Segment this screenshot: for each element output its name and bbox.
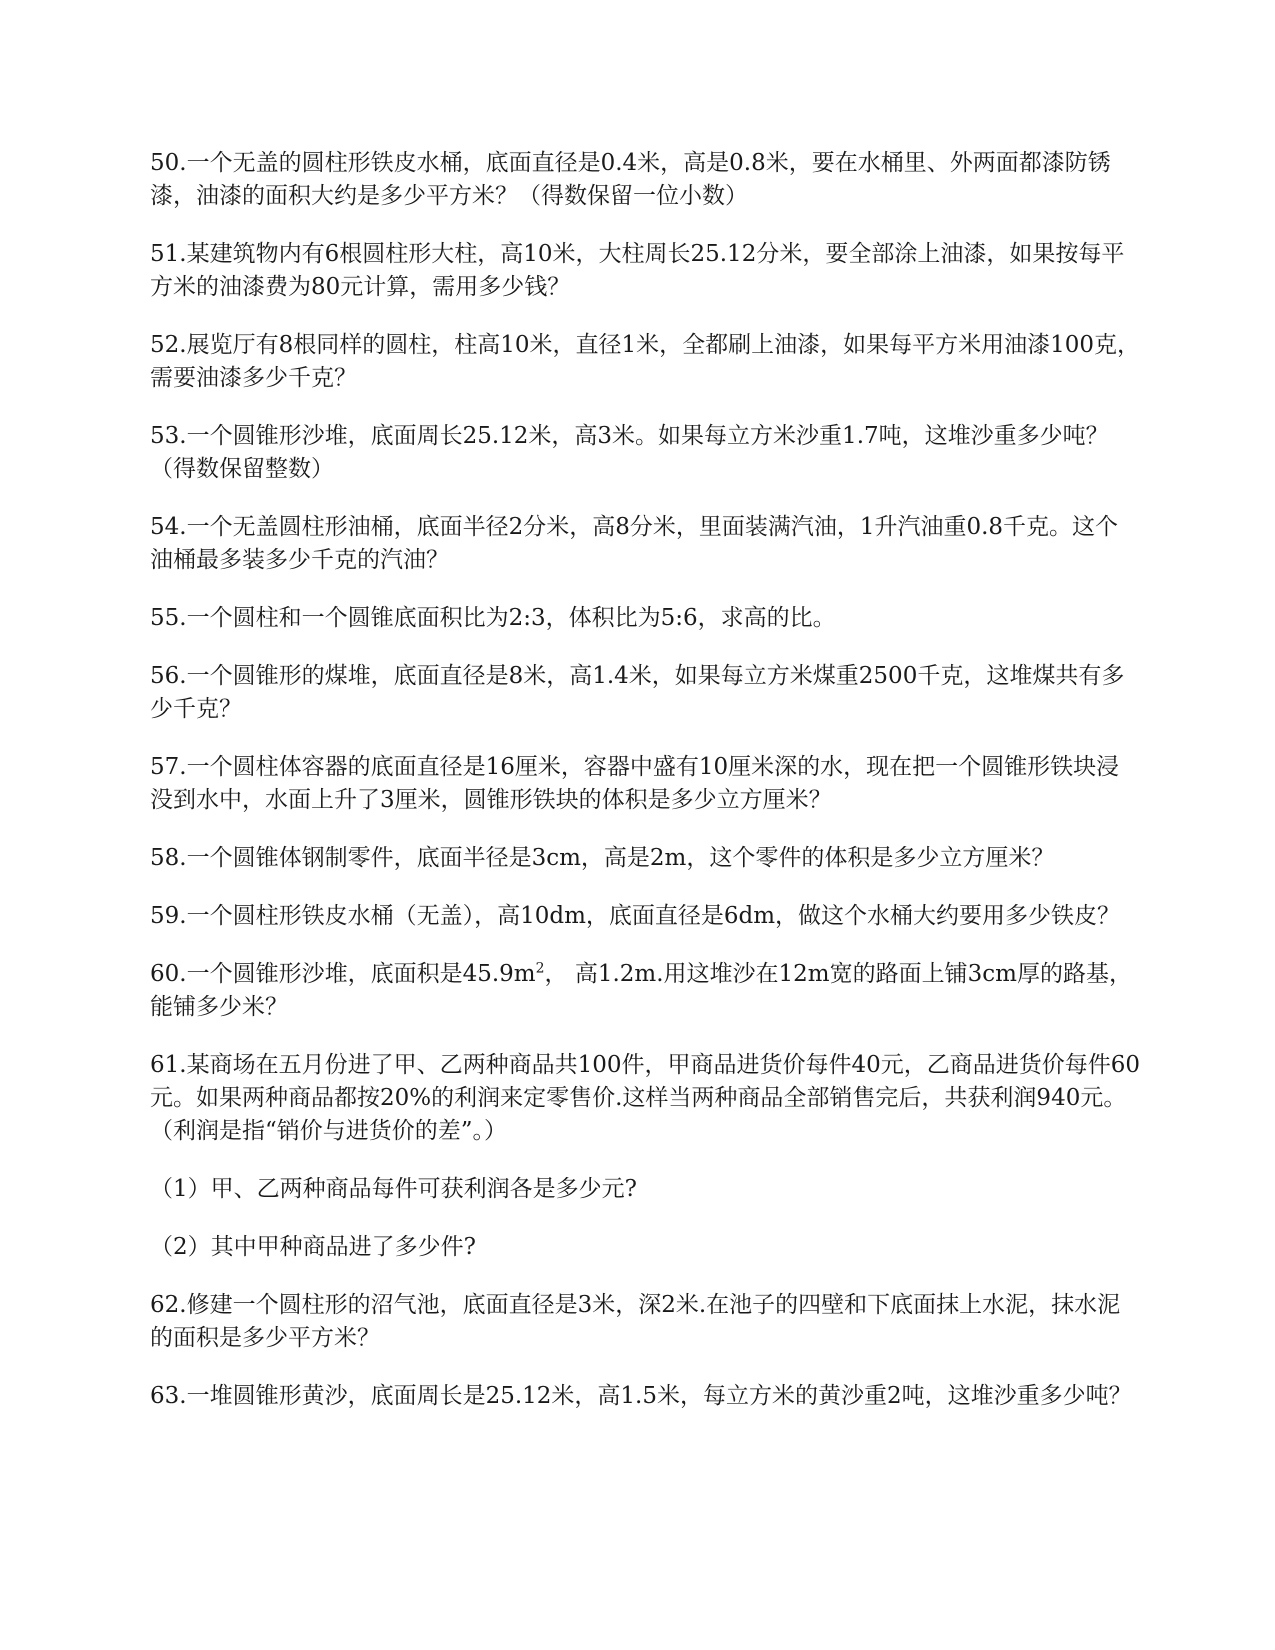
- problem-60: [150, 958, 1140, 1024]
- problem-58: 58.一个圆锥体钢制零件，底面半径是3cm，高是2m，这个零件的体积是多少立方厘米？: [150, 845, 1055, 871]
- problem-57: 57.一个圆柱体容器的底面直径是16厘米，容器中盛有10厘米深的水，现在把一个圆锥形铁块浸没到水中，水面上升了3厘米，圆锥形铁块的体积是多少立方厘米？: [150, 754, 1120, 813]
- problem-50: 50.一个无盖的圆柱形铁皮水桶，底面直径是0.4米，高是0.8米，要在水桶里、外两面都漆防锈漆，油漆的面积大约是多少平方米？（得数保留一位小数）: [150, 150, 1111, 209]
- problem-56: 56.一个圆锥形的煤堆，底面直径是8米，高1.4米，如果每立方米煤重2500千克，这堆煤共有多少千克？: [150, 663, 1125, 722]
- problem-60-text-after: ， 高1.2m.用这堆沙在12m宽的路面上铺3cm厚的路基，能铺多少米？: [150, 961, 1132, 1020]
- problem-59: 59.一个圆柱形铁皮水桶（无盖），高10dm，底面直径是6dm，做这个水桶大约要用多少铁皮？: [150, 903, 1121, 929]
- problem-55: 55.一个圆柱和一个圆锥底面积比为2:3，体积比为5:6，求高的比。: [150, 605, 836, 631]
- problem-62: 62.修建一个圆柱形的沼气池，底面直径是3米，深2米.在池子的四壁和下底面抹上水泥，抹水泥的面积是多少平方米？: [150, 1292, 1121, 1351]
- problem-61-subquestion-2: （2）其中甲种商品进了多少件?: [150, 1234, 476, 1260]
- problem-52: 52.展览厅有8根同样的圆柱，柱高10米，直径1米，全都刷上油漆，如果每平方米用油漆100克，需要油漆多少千克？: [150, 332, 1141, 391]
- problem-51: 51.某建筑物内有6根圆柱形大柱，高10米，大柱周长25.12分米，要全部涂上油漆，如果按每平方米的油漆费为80元计算，需用多少钱？: [150, 241, 1125, 300]
- problem-53: 53.一个圆锥形沙堆，底面周长25.12米，高3米。如果每立方米沙重1.7吨，这堆沙重多少吨？（得数保留整数）: [150, 423, 1109, 482]
- problem-60-superscript: 2: [535, 960, 545, 977]
- problem-61-subquestion-1: （1）甲、乙两种商品每件可获利润各是多少元?: [150, 1176, 637, 1202]
- problem-61: 61.某商场在五月份进了甲、乙两种商品共100件，甲商品进货价每件40元，乙商品进货价每件60元。如果两种商品都按20%的利润来定零售价.这样当两种商品全部销售完后，共获利润940元。（利润是指“销价与进货价的差”。）: [150, 1052, 1141, 1144]
- problem-63: 63.一堆圆锥形黄沙，底面周长是25.12米，高1.5米，每立方米的黄沙重2吨，这堆沙重多少吨？: [150, 1383, 1132, 1409]
- worksheet-page: [150, 147, 1140, 1438]
- problem-54: 54.一个无盖圆柱形油桶，底面半径2分米，高8分米，里面装满汽油，1升汽油重0.8千克。这个油桶最多装多少千克的汽油？: [150, 514, 1119, 573]
- problem-60-text-before: 60.一个圆锥形沙堆，底面积是45.9m: [150, 961, 536, 987]
